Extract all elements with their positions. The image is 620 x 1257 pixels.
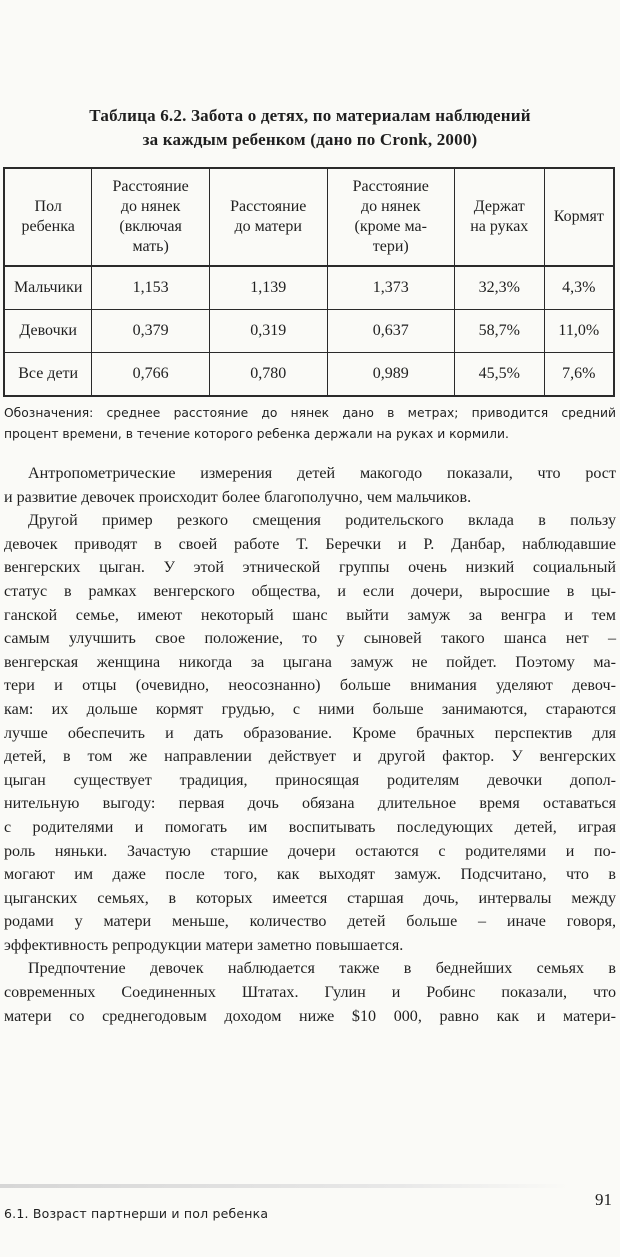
table-caption-line-2: за каждым ребенком (дано по Cronk, 2000) bbox=[142, 130, 478, 149]
table-cell: 1,373 bbox=[327, 266, 454, 310]
column-header-line: до матери bbox=[234, 218, 302, 235]
text-line: Антропометрические измерения детей макогодо показали, что рост bbox=[28, 465, 616, 482]
page-number: 91 bbox=[595, 1190, 612, 1209]
text-line: нительную выгоду: первая дочь обязана длительное время оставаться bbox=[4, 795, 616, 813]
column-header-line: на руках bbox=[470, 218, 529, 235]
column-header-line: ребенка bbox=[21, 218, 75, 235]
text-line: роль няньки. Зачастую старшие дочери остаются с родителями и по- bbox=[4, 842, 616, 860]
table-caption bbox=[20, 104, 600, 152]
text-line: эффективность репродукции матери заметно повышается. bbox=[4, 936, 404, 954]
column-header-1 bbox=[4, 168, 92, 266]
text-line: современных Соединенных Штатах. Гулин и Робинс показали, что bbox=[4, 984, 616, 1002]
column-header-line: Расстояние bbox=[112, 178, 189, 195]
running-head: 6.1. Возраст партнерши и пол ребенка bbox=[4, 1206, 269, 1221]
column-header-line: до нянек bbox=[120, 198, 181, 215]
row-label-cell: Девочки bbox=[4, 310, 92, 353]
table-caption-line-1: Таблица 6.2. Забота о детях, по материалам наблюдений bbox=[89, 106, 531, 125]
row-label-cell: Все дети bbox=[4, 353, 92, 397]
table-notes bbox=[4, 403, 616, 445]
text-line: самым улучшить свое положение, то у сыновей такого шанса нет – bbox=[4, 630, 616, 648]
column-header-5 bbox=[454, 168, 544, 266]
column-header-line: Расстояние bbox=[230, 198, 307, 215]
table-cell: 0,766 bbox=[92, 353, 210, 397]
table-cell: 4,3% bbox=[544, 266, 614, 310]
table-cell: 45,5% bbox=[454, 353, 544, 397]
text-line: с родителями и помогать им воспитывать последующих детей, играя bbox=[4, 818, 616, 836]
text-line: детей, в том же направлении действует и другой фактор. У венгерских bbox=[4, 748, 616, 766]
text-line: лучше обеспечить и дать образование. Кроме брачных перспектив для bbox=[4, 724, 616, 742]
text-line: тери и отцы (очевидно, неосознанно) больше внимания уделяют девоч- bbox=[4, 677, 616, 695]
column-header-line: мать) bbox=[132, 238, 169, 255]
text-line: родами у матери меньше, количество детей больше – иначе говоря, bbox=[4, 913, 616, 931]
footer-rule bbox=[0, 1184, 570, 1188]
table-cell: 7,6% bbox=[544, 353, 614, 397]
column-header-line: тери) bbox=[372, 238, 409, 255]
body-text bbox=[4, 462, 616, 1028]
column-header-line: Кормят bbox=[553, 208, 604, 225]
text-line: цыган существует традиция, приносящая родителям девочки допол- bbox=[4, 771, 616, 789]
table-cell: 1,139 bbox=[209, 266, 327, 310]
table-cell: 0,780 bbox=[209, 353, 327, 397]
column-header-3 bbox=[209, 168, 327, 266]
table-row bbox=[4, 353, 614, 397]
text-line: и развитие девочек происходит более благополучно, чем мальчиков. bbox=[4, 488, 472, 506]
table-cell: 32,3% bbox=[454, 266, 544, 310]
text-line: девочек приводят в своей работе Т. Беречки и Р. Данбар, наблюдавшие bbox=[4, 535, 616, 553]
text-line: Другой пример резкого смещения родительского вклада в пользу bbox=[28, 512, 616, 530]
paragraph-3 bbox=[4, 957, 616, 1028]
row-label-cell: Мальчики bbox=[4, 266, 92, 310]
text-line: венгерских цыган. У этой этнической группы очень низкий социальный bbox=[4, 559, 616, 577]
notes-line-2: процент времени, в течение которого ребенка держали на руках и кормили. bbox=[4, 427, 509, 441]
paragraph-2 bbox=[4, 509, 616, 957]
text-line: статус в рамках венгерского общества, и если дочери, выросшие в цы- bbox=[4, 582, 616, 600]
table-cell: 0,637 bbox=[327, 310, 454, 353]
column-header-4 bbox=[327, 168, 454, 266]
table-row bbox=[4, 310, 614, 353]
table-cell: 0,319 bbox=[209, 310, 327, 353]
column-header-6 bbox=[544, 168, 614, 266]
text-line: кам: их дольше кормят грудью, с ними больше занимаются, стараются bbox=[4, 700, 616, 718]
column-header-line: Пол bbox=[34, 198, 62, 215]
table-cell: 0,989 bbox=[327, 353, 454, 397]
text-line: матери со среднегодовым доходом ниже $10 000, равно как и матери- bbox=[4, 1007, 616, 1025]
table-cell: 58,7% bbox=[454, 310, 544, 353]
text-line: цыганских семьях, в которых имеется старшая дочь, интервалы между bbox=[4, 889, 616, 907]
table-cell: 0,379 bbox=[92, 310, 210, 353]
column-header-line: (включая bbox=[119, 218, 182, 235]
table-row bbox=[4, 266, 614, 310]
table-cell: 11,0% bbox=[544, 310, 614, 353]
table-cell: 1,153 bbox=[92, 266, 210, 310]
column-header-line: Расстояние bbox=[352, 178, 429, 195]
table-body bbox=[4, 266, 614, 396]
column-header-2 bbox=[92, 168, 210, 266]
text-line: венгерская женщина никогда за цыгана замуж не пойдет. Поэтому ма- bbox=[4, 653, 616, 671]
notes-line-1: Обозначения: среднее расстояние до нянек дано в метрах; приводится средний bbox=[4, 406, 616, 420]
text-line: могают им даже после того, как выходят замуж. Подсчитано, что в bbox=[4, 866, 616, 884]
child-care-table bbox=[3, 167, 615, 397]
column-header-line: до нянек bbox=[360, 198, 421, 215]
text-line: ганской семье, имеют некоторый шанс выйти замуж за венгра и тем bbox=[4, 606, 616, 624]
table-header-row bbox=[4, 168, 614, 266]
text-line: Предпочтение девочек наблюдается также в беднейших семьях в bbox=[28, 960, 616, 978]
column-header-line: Держат bbox=[473, 198, 525, 215]
column-header-line: (кроме ма- bbox=[354, 218, 427, 235]
paragraph-1 bbox=[4, 462, 616, 509]
